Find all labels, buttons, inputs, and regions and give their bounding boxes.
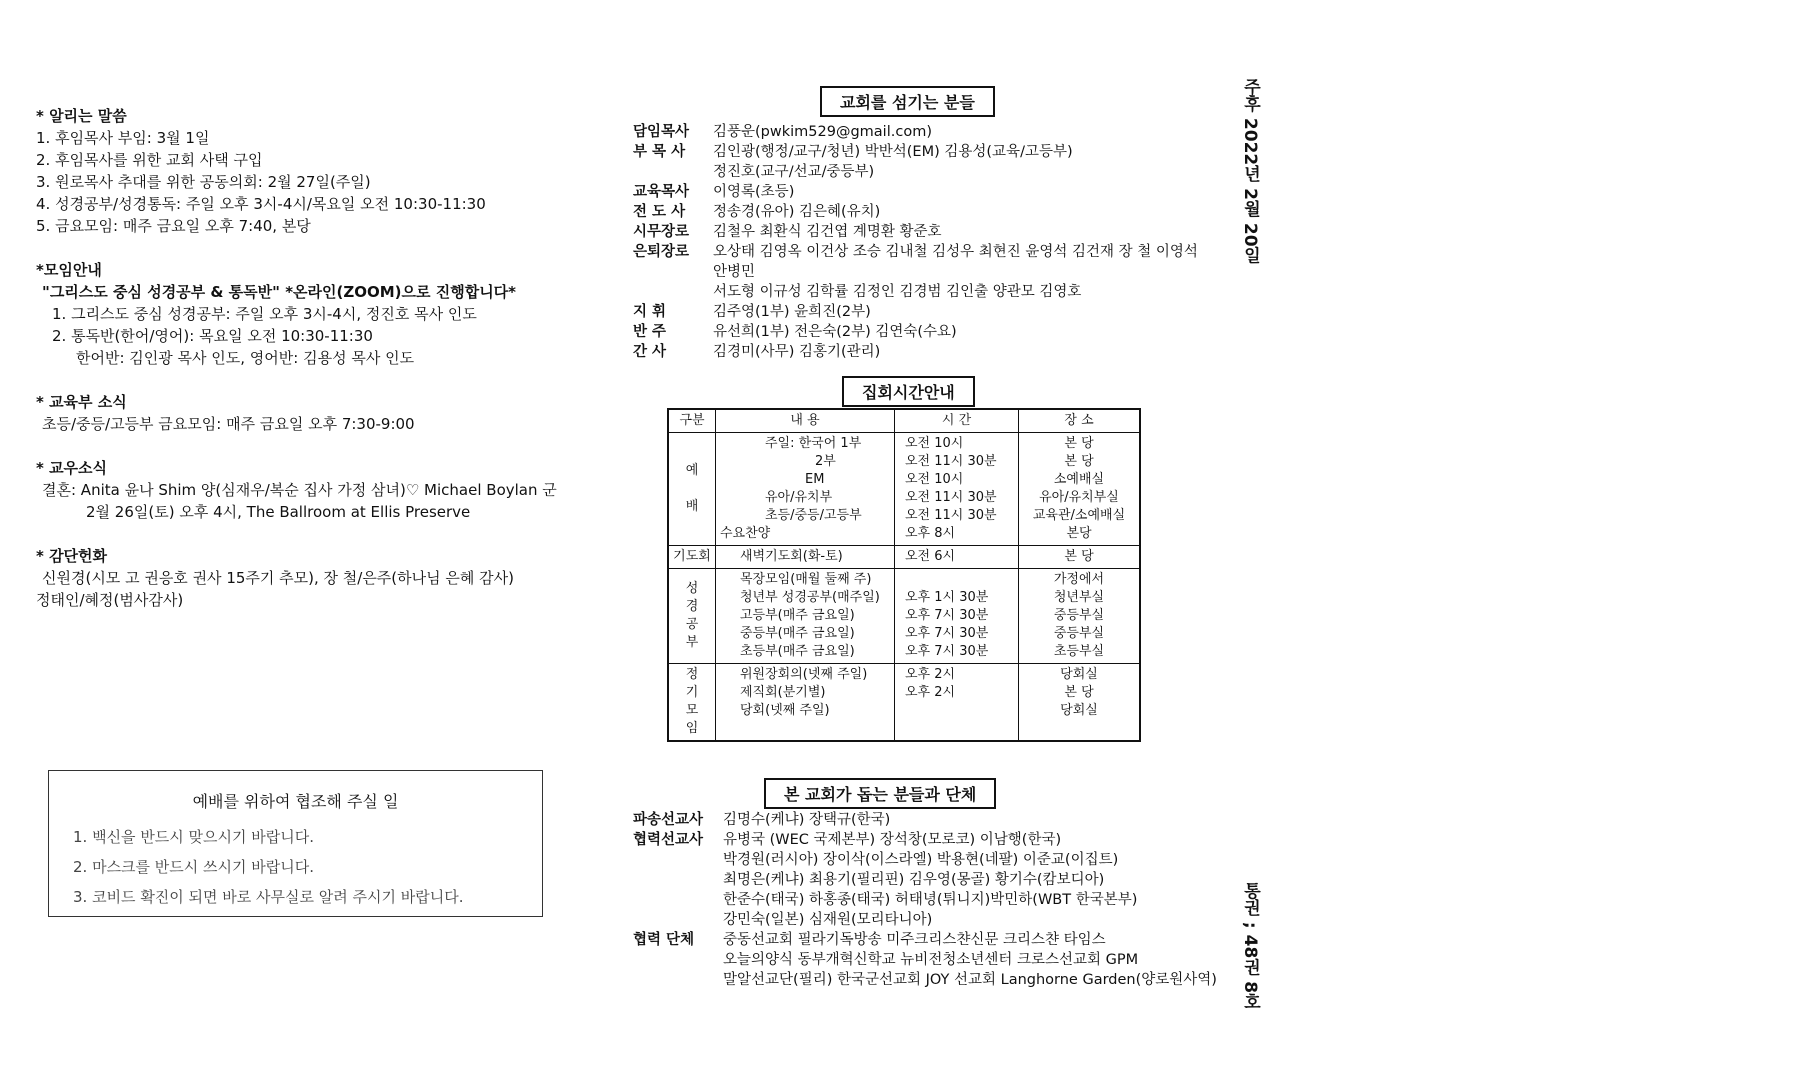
member-news-item: 2월 26일(토) 오후 4시, The Ballroom at Ellis Preserve [86, 503, 471, 521]
staff-row [633, 122, 1198, 142]
cooperation-item: 1. 백신을 반드시 맞으시기 바랍니다. [73, 828, 315, 846]
mission-row [633, 830, 1217, 850]
mission-category [633, 950, 723, 970]
schedule-time: 오전 11시 30분 [905, 454, 997, 469]
staff-banner: 교회를 섬기는 분들 [820, 86, 995, 117]
staff-role [633, 162, 713, 182]
schedule-category: 성 경 공 부 [668, 569, 716, 664]
schedule-place: 본 당 [1064, 436, 1094, 451]
offering-item: 신원경(시모 고 권응호 권사 15주기 추모), 장 철/은주(하나님 은혜 감사) [42, 569, 514, 587]
schedule-header: 시 간 [895, 409, 1019, 433]
schedule-place: 중등부실 [1053, 608, 1105, 623]
mission-category: 협력선교사 [633, 832, 704, 848]
schedule-content: 제직회(분기별) [740, 685, 826, 700]
meeting-item: "그리스도 중심 성경공부 & 통독반" *온라인(ZOOM)으로 진행합니다* [42, 283, 517, 301]
schedule-content: 2부 [815, 454, 836, 469]
schedule-time: 오후 2시 [905, 667, 956, 682]
mission-names: 강민숙(일본) 심재원(모리타니아) [723, 912, 933, 928]
schedule-content: 주일: 한국어 1부 [765, 436, 862, 451]
schedule-content: 초등부(매주 금요일) [740, 644, 855, 659]
member-news-item: 결혼: Anita 윤나 Shim 양(심재우/복순 집사 가정 삼녀)♡ Michael Boylan 군 [42, 481, 557, 499]
staff-names: 오상태 김영옥 이건상 조승 김내철 김성우 최현진 윤영석 김건재 장 철 이영석 [713, 244, 1198, 260]
schedule-category: 예 배 [668, 433, 716, 546]
staff-role: 은퇴장로 [633, 244, 690, 260]
schedule-content: 목장모임(매월 둘째 주) [740, 572, 872, 587]
schedule-place: 유아/유치부실 [1039, 490, 1119, 505]
staff-names: 안병민 [713, 264, 756, 280]
staff-row [633, 162, 1198, 182]
mission-names: 유병국 (WEC 국제본부) 장석창(모로코) 이남행(한국) [723, 832, 1062, 848]
schedule-time: 오전 6시 [905, 549, 956, 564]
cooperation-item: 3. 코비드 확진이 되면 바로 사무실로 알려 주시기 바랍니다. [73, 888, 464, 906]
staff-row [633, 182, 1198, 202]
announcements-title: * 알리는 말씀 [36, 107, 127, 125]
schedule-time [905, 702, 1014, 720]
staff-role: 부 목 사 [633, 144, 686, 160]
schedule-place: 교육관/소예배실 [1032, 508, 1126, 523]
staff-names: 김주영(1부) 윤희진(2부) [713, 304, 871, 320]
schedule-place: 당회실 [1060, 703, 1098, 718]
schedule-place: 당회실 [1060, 667, 1098, 682]
meeting-item: 2. 통독반(한어/영어): 목요일 오전 10:30-11:30 [52, 327, 373, 345]
cooperation-box [48, 770, 543, 917]
staff-names: 서도형 이규성 김학률 김정인 김경범 김인출 양관모 김영호 [713, 284, 1082, 300]
staff-names: 정송경(유아) 김은혜(유치) [713, 204, 881, 220]
schedule-content: 중등부(매주 금요일) [740, 626, 855, 641]
staff-role: 담임목사 [633, 124, 690, 140]
mission-category [633, 850, 723, 870]
mission-names: 오늘의양식 동부개혁신학교 뉴비전청소년센터 크로스선교회 GPM [723, 952, 1139, 968]
schedule-header: 구분 [668, 409, 716, 433]
issue-vertical: 통권 ; 48권 8호 [1240, 882, 1260, 1011]
schedule-place: 청년부실 [1053, 590, 1105, 605]
schedule-content: 수요찬양 [720, 526, 771, 541]
staff-names: 김경미(사무) 김홍기(관리) [713, 344, 881, 360]
mission-category [633, 890, 723, 910]
staff-names: 정진호(교구/선교/중등부) [713, 164, 875, 180]
staff-names: 김철우 최환식 김건엽 계명환 황준호 [713, 224, 942, 240]
cooperation-item: 2. 마스크를 반드시 쓰시기 바랍니다. [73, 858, 315, 876]
schedule-time [905, 571, 1014, 589]
schedule-row [668, 433, 1140, 546]
schedule-time: 오전 11시 30분 [905, 490, 997, 505]
mission-banner: 본 교회가 돕는 분들과 단체 [764, 778, 996, 809]
mission-category: 파송선교사 [633, 812, 704, 828]
schedule-header: 장 소 [1019, 409, 1141, 433]
announcement-item: 4. 성경공부/성경통독: 주일 오후 3시-4시/목요일 오전 10:30-11:30 [36, 195, 486, 213]
schedule-time: 오후 7시 30분 [905, 644, 989, 659]
staff-role: 전 도 사 [633, 204, 686, 220]
members-title: * 교우소식 [36, 459, 108, 477]
schedule-content: 초등/중등/고등부 [765, 508, 862, 523]
mission-row [633, 970, 1217, 990]
schedule-row [668, 664, 1140, 742]
schedule-banner: 집회시간안내 [842, 376, 975, 407]
date-vertical: 주후 2022년 2월 20일 [1240, 78, 1260, 264]
cooperation-title: 예배를 위하여 협조해 주실 일 [192, 792, 399, 811]
staff-row [633, 342, 1198, 362]
schedule-time: 오후 7시 30분 [905, 608, 989, 623]
mission-category [633, 970, 723, 990]
schedule-table [667, 408, 1141, 742]
left-column [36, 105, 596, 611]
schedule-content: 위원장회의(넷째 주일) [740, 667, 868, 682]
schedule-content: 유아/유치부 [765, 490, 833, 505]
schedule-time: 오전 10시 [905, 472, 964, 487]
schedule-place: 본 당 [1064, 454, 1094, 469]
mission-names: 김명수(케냐) 장택규(한국) [723, 812, 891, 828]
announcement-item: 3. 원로목사 추대를 위한 공동의회: 2월 27일(주일) [36, 173, 371, 191]
mission-list [633, 810, 1217, 990]
schedule-content: EM [805, 472, 825, 487]
mission-row [633, 870, 1217, 890]
schedule-time: 오후 8시 [905, 526, 956, 541]
staff-names: 김인광(행정/교구/청년) 박반석(EM) 김용성(교육/고등부) [713, 144, 1073, 160]
schedule-place: 소예배실 [1053, 472, 1105, 487]
staff-row [633, 282, 1198, 302]
schedule-category: 기도회 [668, 546, 716, 569]
schedule-place: 가정에서 [1053, 572, 1105, 587]
staff-role: 교육목사 [633, 184, 690, 200]
mission-row [633, 890, 1217, 910]
staff-row [633, 222, 1198, 242]
staff-row [633, 142, 1198, 162]
staff-names: 김풍운(pwkim529@gmail.com) [713, 124, 932, 140]
staff-row [633, 322, 1198, 342]
schedule-time: 오전 10시 [905, 436, 964, 451]
staff-role: 지 휘 [633, 304, 667, 320]
schedule-category: 정 기 모 임 [668, 664, 716, 742]
announcement-item: 5. 금요모임: 매주 금요일 오후 7:40, 본당 [36, 217, 311, 235]
schedule-time: 오후 2시 [905, 685, 956, 700]
mission-names: 중동선교회 필라기독방송 미주크리스챤신문 크리스챤 타임스 [723, 932, 1106, 948]
schedule-time: 오후 1시 30분 [905, 590, 989, 605]
schedule-content: 청년부 성경공부(매주일) [740, 590, 880, 605]
mission-row [633, 810, 1217, 830]
mission-category: 협력 단체 [633, 932, 695, 948]
schedule-place: 본 당 [1064, 685, 1094, 700]
announcement-item: 1. 후임목사 부임: 3월 1일 [36, 129, 210, 147]
offering-title: * 감단헌화 [36, 547, 108, 565]
schedule-content: 새벽기도회(화-토) [740, 549, 843, 564]
announcement-item: 2. 후임목사를 위한 교회 사택 구입 [36, 151, 263, 169]
staff-names: 이영록(초등) [713, 184, 795, 200]
mission-row [633, 850, 1217, 870]
staff-row [633, 242, 1198, 262]
schedule-place: 본 당 [1064, 549, 1094, 564]
staff-role: 반 주 [633, 324, 667, 340]
staff-list [633, 122, 1198, 362]
mission-names: 박경원(러시아) 장이삭(이스라엘) 박용현(네팔) 이준교(이집트) [723, 852, 1119, 868]
offering-item: 정태인/혜정(범사감사) [36, 591, 184, 609]
schedule-place: 중등부실 [1053, 626, 1105, 641]
staff-role [633, 262, 713, 282]
schedule-content: 당회(넷째 주일) [740, 703, 830, 718]
education-title: * 교육부 소식 [36, 393, 127, 411]
schedule-row [668, 546, 1140, 569]
schedule-row [668, 569, 1140, 664]
staff-role: 간 사 [633, 344, 667, 360]
staff-row [633, 202, 1198, 222]
mission-row [633, 910, 1217, 930]
mission-names: 최명은(케냐) 최용기(필리핀) 김우영(몽골) 황기수(캄보디아) [723, 872, 1105, 888]
schedule-header: 내 용 [716, 409, 895, 433]
schedule-place: 본당 [1066, 526, 1092, 541]
staff-row [633, 302, 1198, 322]
meeting-item: 한어반: 김인광 목사 인도, 영어반: 김용성 목사 인도 [76, 349, 415, 367]
schedule-place: 초등부실 [1053, 644, 1105, 659]
staff-role [633, 282, 713, 302]
schedule-time: 오후 7시 30분 [905, 626, 989, 641]
staff-row [633, 262, 1198, 282]
mission-names: 한준수(태국) 하홍종(태국) 허태녕(튀니지)박민하(WBT 한국본부) [723, 892, 1138, 908]
mission-names: 말알선교단(필리) 한국군선교회 JOY 선교회 Langhorne Garden(양로원사역) [723, 972, 1217, 988]
schedule-content: 고등부(매주 금요일) [740, 608, 855, 623]
staff-names: 유선희(1부) 전은숙(2부) 김연숙(수요) [713, 324, 957, 340]
mission-category [633, 870, 723, 890]
mission-row [633, 950, 1217, 970]
staff-role: 시무장로 [633, 224, 690, 240]
mission-category [633, 910, 723, 930]
education-item: 초등/중등/고등부 금요모임: 매주 금요일 오후 7:30-9:00 [42, 415, 415, 433]
schedule-time: 오전 11시 30분 [905, 508, 997, 523]
meetings-title: *모임안내 [36, 261, 102, 279]
mission-row [633, 930, 1217, 950]
meeting-item: 1. 그리스도 중심 성경공부: 주일 오후 3시-4시, 정진호 목사 인도 [52, 305, 477, 323]
